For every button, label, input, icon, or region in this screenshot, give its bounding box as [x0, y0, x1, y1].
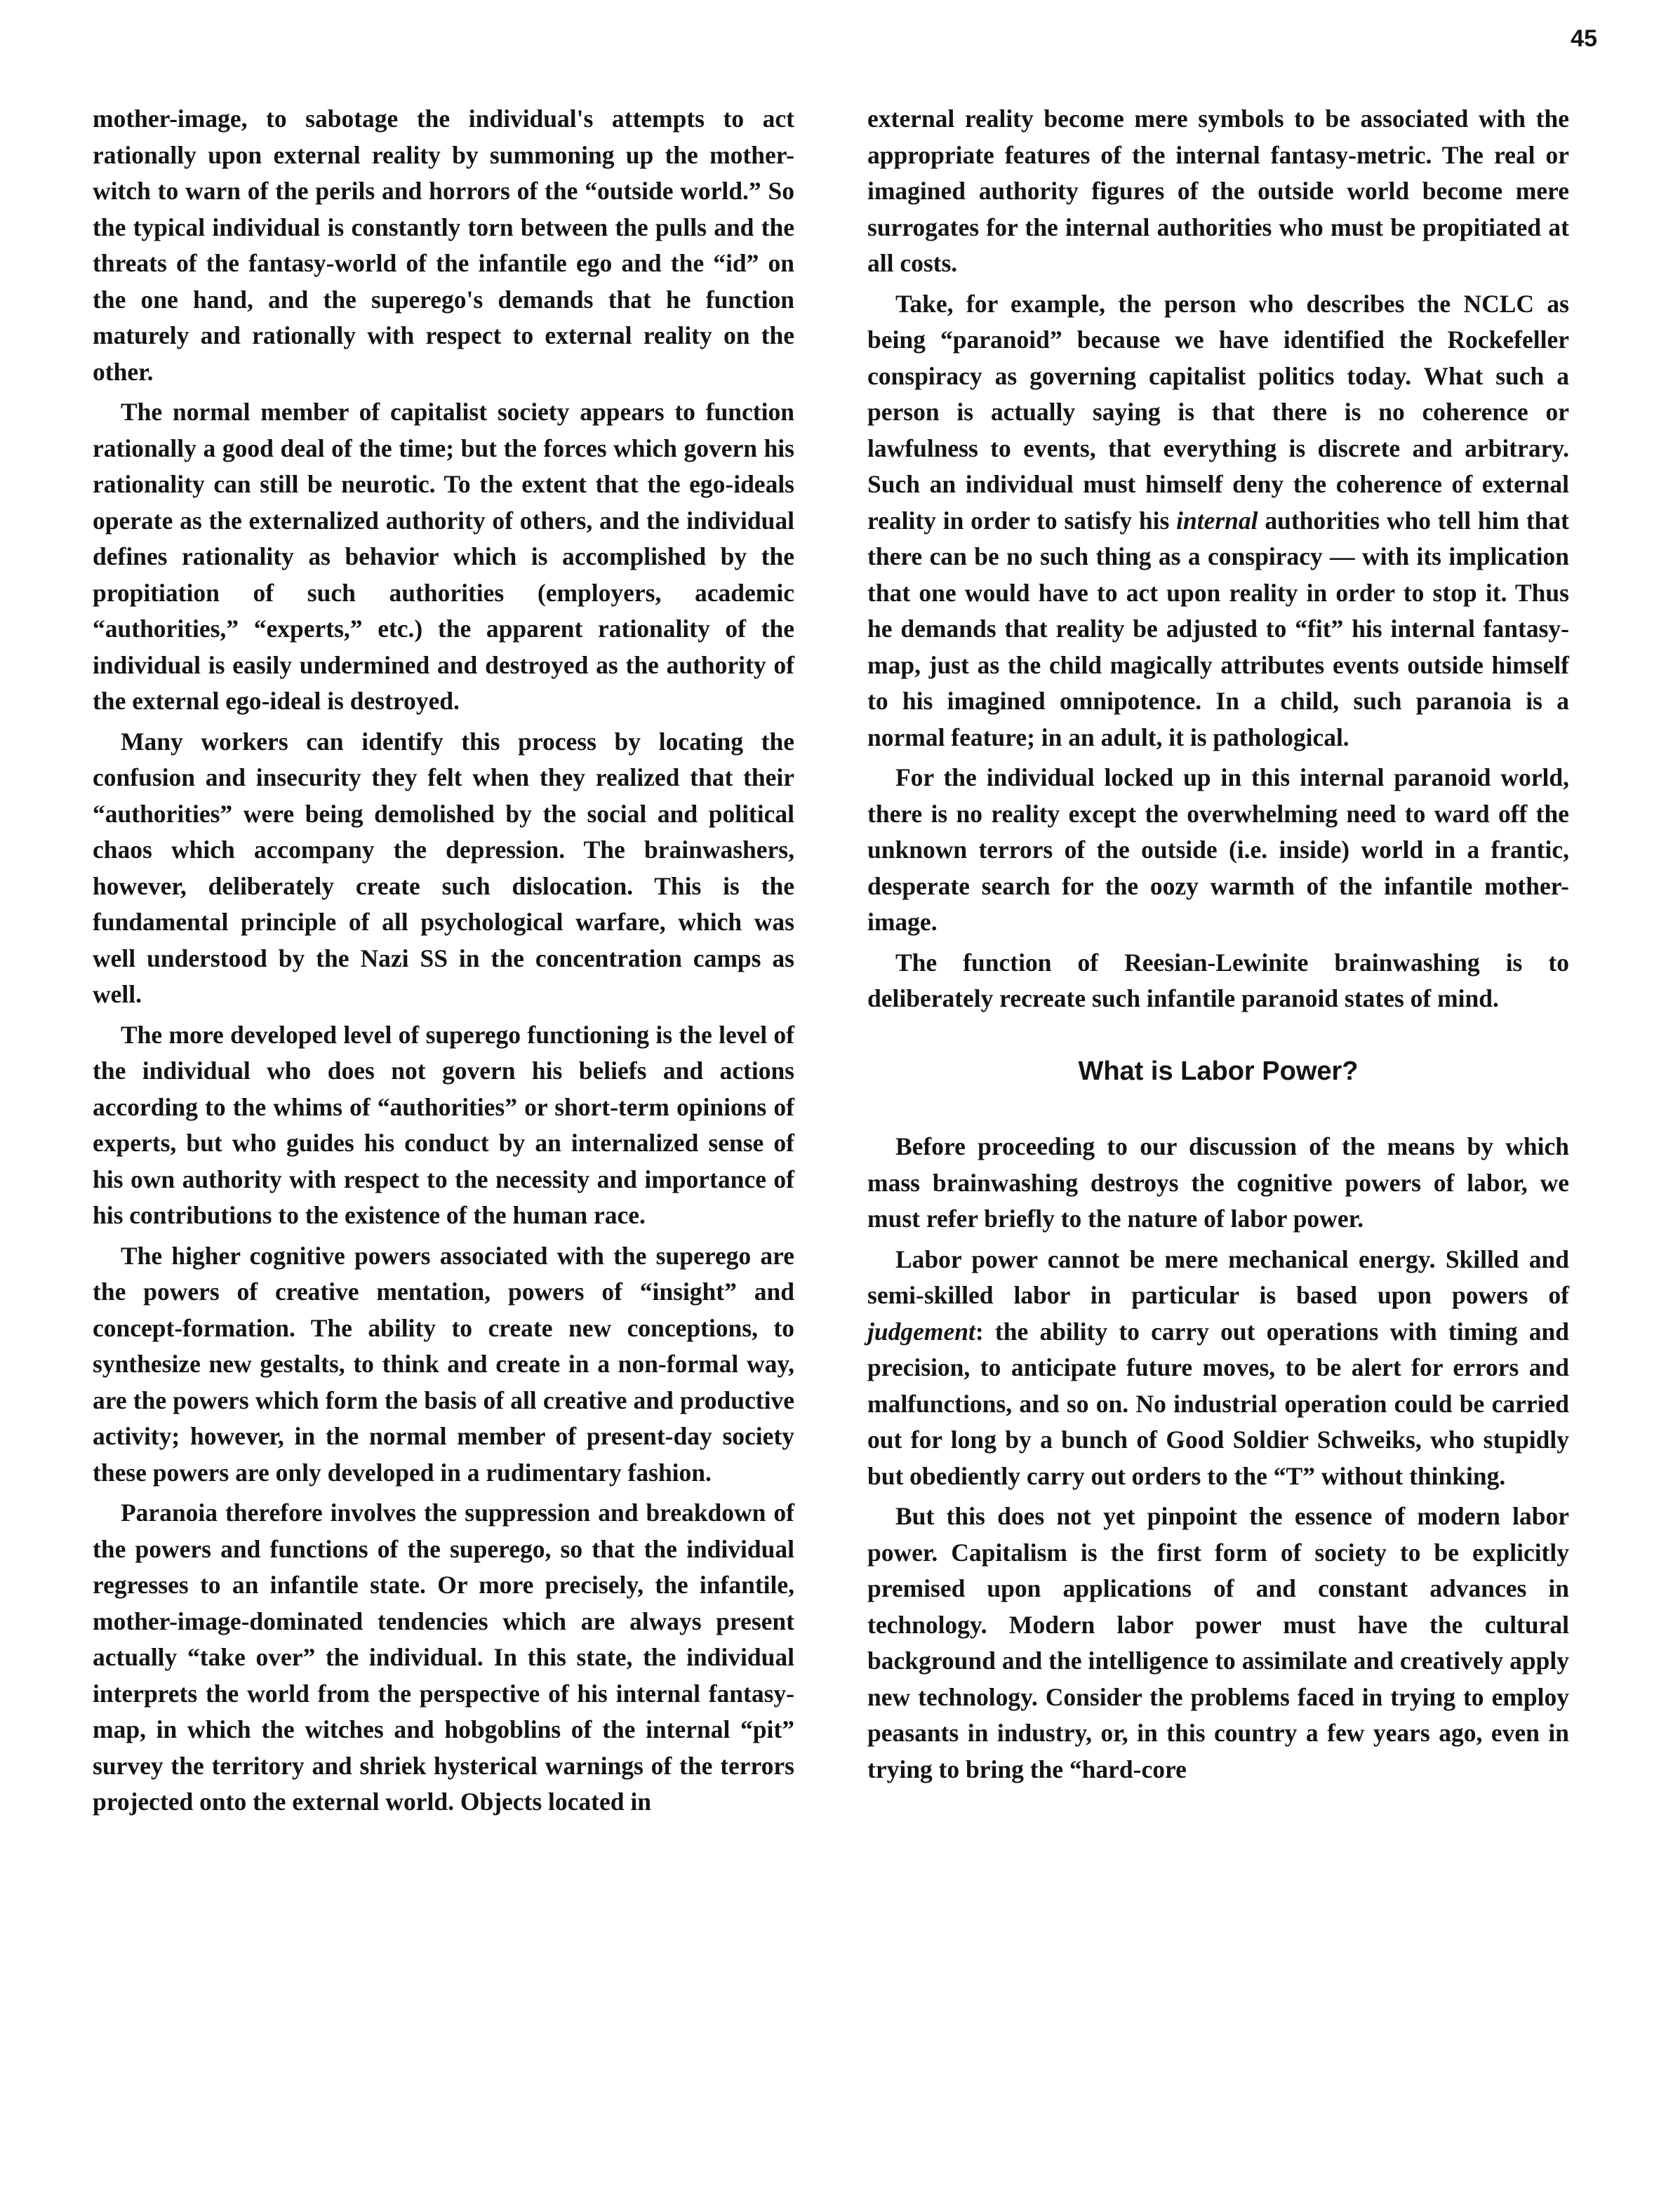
paragraph-text: authorities who tell him that there can be no such thing as a conspiracy — with its implication that one would have to act upon reality in order to stop it. Thus he demands that reality be adjusted to “fit” his internal fantasy-map, just as the child magically attributes events outside himself to his imagined omnipotence. In a child, such paranoia is a normal feature; in an adult, it is pathological.	[867, 506, 1570, 751]
paragraph-text: : the ability to carry out operations with timing and precision, to anticipate future moves, to be alert for errors and malfunctions, and so on. No industrial operation could be carried out for long by a bunch of Good Soldier Schweiks, who stupidly but obediently carry out orders to the “T” without thinking.	[867, 1317, 1569, 1490]
paragraph: For the individual locked up in this internal paranoid world, there is no reality except the overwhelming need to ward off the unknown terrors of the outside (i.e. inside) world in a frantic, desperate search for the oozy warmth of the infantile mother-image.	[867, 763, 1569, 936]
left-column	[93, 101, 794, 1825]
paragraph	[867, 1242, 1569, 1495]
section-heading: What is Labor Power?	[1078, 1056, 1359, 1086]
paragraph-text: Take, for example, the person who describes the NCLC as being “paranoid” because we have identified the Rockefeller conspiracy as governing capitalist politics today. What such a person is actually saying is that there is no coherence or lawfulness to events, that everything is discrete and arbitrary. Such an individual must himself deny the coherence of external reality in order to satisfy his	[867, 289, 1569, 535]
emphasis-text: judgement	[867, 1317, 975, 1346]
paragraph: The higher cognitive powers associated with the superego are the powers of creative mentation, powers of “insight” and concept-formation. The ability to create new conceptions, to synthesize new gestalts, to think and create in a non-formal way, are the powers which form the basis of all creative and productive activity; however, in the normal member of present-day society these powers are only developed in a rudimentary fashion.	[93, 1241, 794, 1487]
paragraph	[867, 286, 1569, 756]
emphasis-text: internal	[1176, 506, 1258, 535]
paragraph: Many workers can identify this process by locating the confusion and insecurity they felt when they realized that their “authorities” were being demolished by the social and political chaos which accompany the depression. The brainwashers, however, deliberately create such dislocation. This is the fundamental principle of all psychological warfare, which was well understood by the Nazi SS in the concentration camps as well.	[93, 727, 794, 1008]
paragraph: The function of Reesian-Lewinite brainwashing is to deliberately recreate such infantile paranoid states of mind.	[867, 948, 1569, 1012]
paragraph-text: Labor power cannot be mere mechanical energy. Skilled and semi-skilled labor in particular is based upon powers of	[867, 1245, 1569, 1309]
paragraph: The more developed level of superego functioning is the level of the individual who does not govern his beliefs and actions according to the whims of “authorities” or short-term opinions of experts, but who guides his conduct by an internalized sense of his own authority with respect to the necessity and importance of his contributions to the existence of the human race.	[93, 1020, 794, 1229]
paragraph: But this does not yet pinpoint the essence of modern labor power. Capitalism is the first form of society to be explicitly premised upon applications of and constant advances in technology. Modern labor power must have the cultural background and the intelligence to assimilate and creatively apply new technology. Consider the problems faced in trying to employ peasants in industry, or, in this country a few years ago, even in trying to bring the “hard-core	[867, 1502, 1569, 1783]
paragraph: Paranoia therefore involves the suppression and breakdown of the powers and functions of the superego, so that the individual regresses to an infantile state. Or more precisely, the infantile, mother-image-dominated tendencies which are always present actually “take over” the individual. In this state, the individual interprets the world from the perspective of his internal fantasy-map, in which the witches and hobgoblins of the internal “pit” survey the territory and shriek hysterical warnings of the terrors projected onto the external world. Objects located in	[93, 1499, 794, 1816]
paragraph: The normal member of capitalist society appears to function rationally a good deal of the time; but the forces which govern his rationality can still be neurotic. To the extent that the ego-ideals operate as the externalized authority of others, and the individual defines rationality as behavior which is accomplished by the propitiation of such authorities (employers, academic “authorities,” “experts,” etc.) the apparent rationality of the individual is easily undermined and destroyed as the authority of the external ego-ideal is destroyed.	[93, 398, 794, 715]
page-number: 45	[1571, 25, 1597, 52]
paragraph: mother-image, to sabotage the individual's attempts to act rationally upon external reality by summoning up the mother-witch to warn of the perils and horrors of the “outside world.” So the typical individual is constantly torn between the pulls and the threats of the fantasy-world of the infantile ego and the “id” on the one hand, and the superego's demands that he function maturely and rationally with respect to external reality on the other.	[93, 105, 794, 386]
paragraph: Before proceeding to our discussion of the means by which mass brainwashing destroys the cognitive powers of labor, we must refer briefly to the nature of labor power.	[867, 1132, 1569, 1233]
right-column	[867, 101, 1569, 1792]
paragraph: external reality become mere symbols to be associated with the appropriate features of the internal fantasy-metric. The real or imagined authority figures of the outside world become mere surrogates for the internal authorities who must be propitiated at all costs.	[867, 105, 1569, 277]
